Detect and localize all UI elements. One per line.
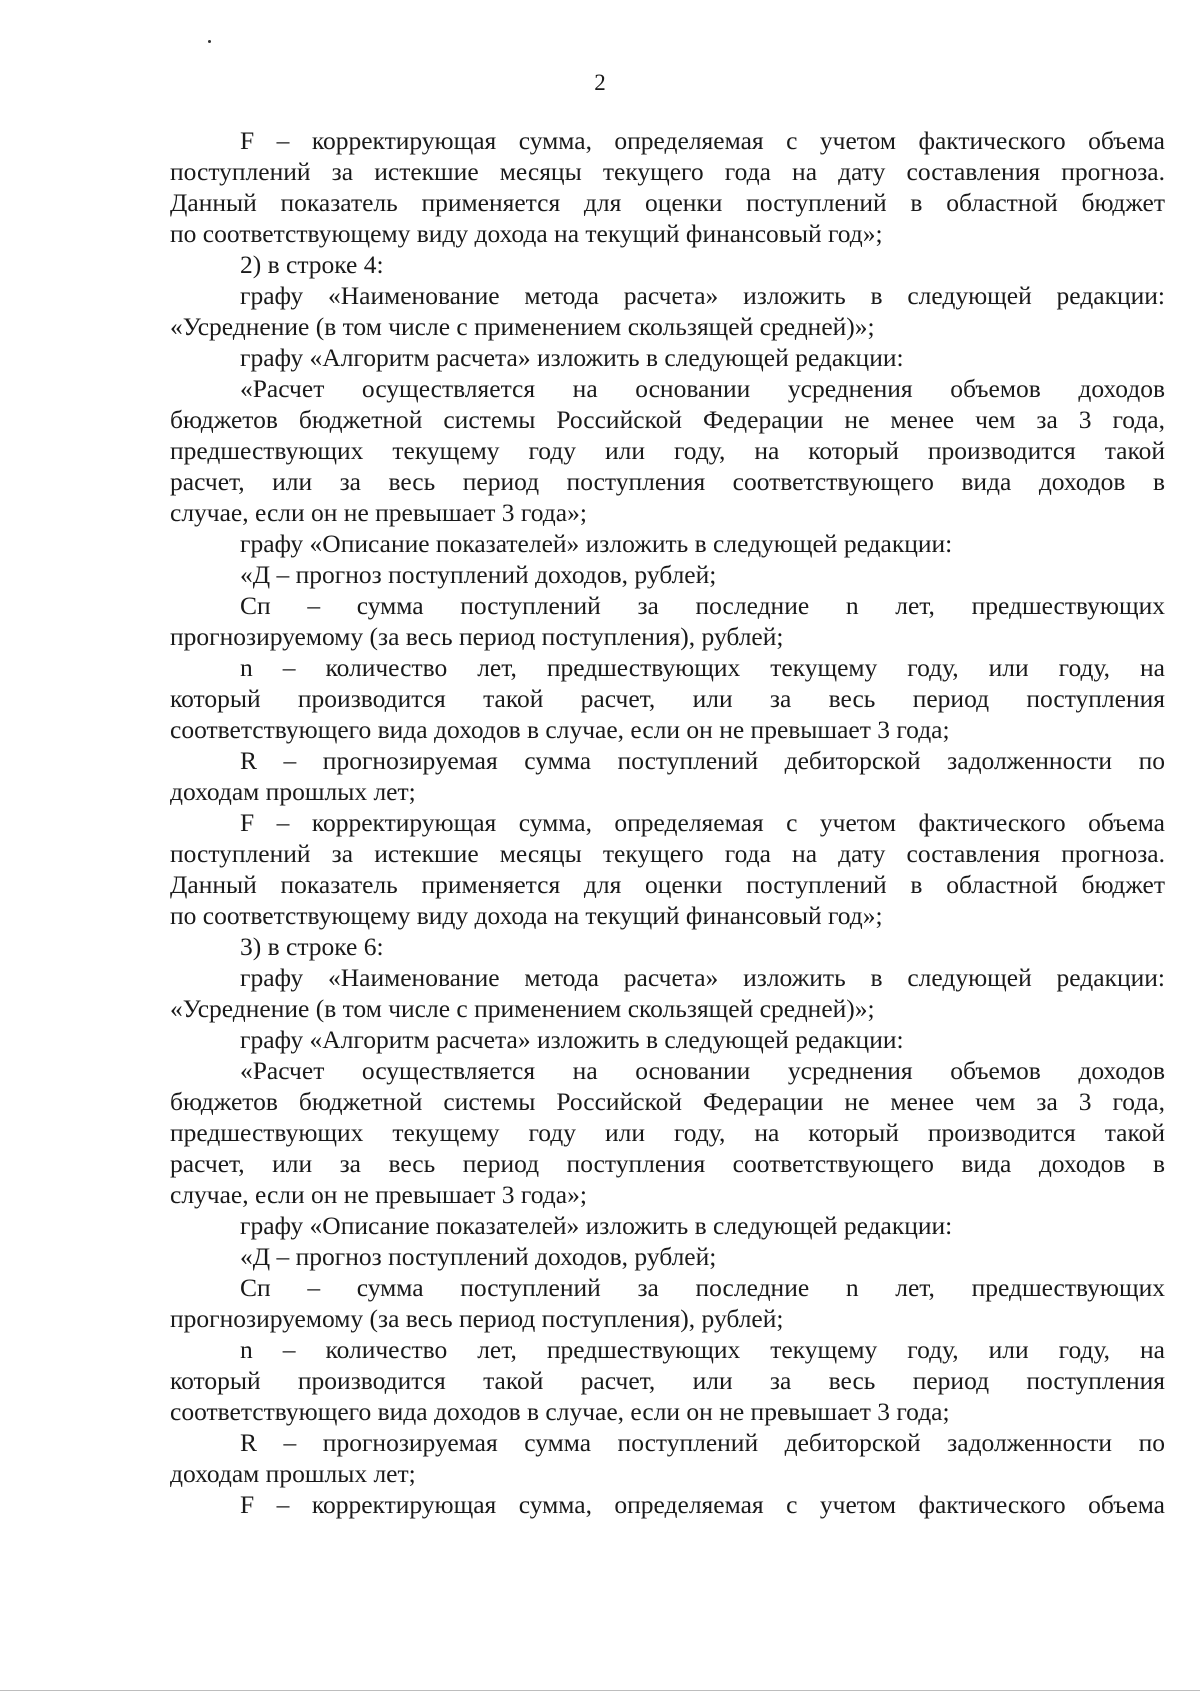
- text-line: случае, если он не превышает 3 года»;: [170, 1180, 587, 1209]
- scan-speck: [208, 40, 211, 43]
- text-line: n – количество лет, предшествующих текущему году, или году, на: [240, 653, 1165, 682]
- text-line: Сп – сумма поступлений за последние n лет, предшествующих: [240, 591, 1165, 620]
- text-line: «Усреднение (в том числе с применением скользящей средней)»;: [170, 994, 875, 1023]
- page-number: 2: [594, 70, 606, 95]
- text-line: который производится такой расчет, или за весь период поступления: [170, 1366, 1165, 1395]
- text-line: «Д – прогноз поступлений доходов, рублей;: [240, 1242, 717, 1271]
- text-line: 3) в строке 6:: [240, 932, 384, 961]
- text-line: соответствующего вида доходов в случае, если он не превышает 3 года;: [170, 1397, 950, 1426]
- text-line: R – прогнозируемая сумма поступлений дебиторской задолженности по: [240, 1428, 1165, 1457]
- text-line: бюджетов бюджетной системы Российской Федерации не менее чем за 3 года,: [170, 1087, 1165, 1116]
- document-body: [170, 125, 1165, 1520]
- text-line: графу «Наименование метода расчета» изложить в следующей редакции:: [240, 963, 1165, 992]
- text-line: Сп – сумма поступлений за последние n лет, предшествующих: [240, 1273, 1165, 1302]
- text-line: графу «Алгоритм расчета» изложить в следующей редакции:: [240, 343, 904, 372]
- text-line: «Расчет осуществляется на основании усреднения объемов доходов: [240, 1056, 1165, 1085]
- page-bottom-edge: [0, 1690, 1200, 1691]
- text-line: случае, если он не превышает 3 года»;: [170, 498, 587, 527]
- text-line: поступлений за истекшие месяцы текущего года на дату составления прогноза.: [170, 839, 1165, 868]
- text-line: графу «Алгоритм расчета» изложить в следующей редакции:: [240, 1025, 904, 1054]
- text-line: Данный показатель применяется для оценки поступлений в областной бюджет: [170, 188, 1165, 217]
- text-line: «Д – прогноз поступлений доходов, рублей;: [240, 560, 717, 589]
- text-line: 2) в строке 4:: [240, 250, 384, 279]
- text-line: графу «Описание показателей» изложить в следующей редакции:: [240, 529, 953, 558]
- text-line: доходам прошлых лет;: [170, 777, 416, 806]
- text-line: по соответствующему виду дохода на текущий финансовый год»;: [170, 219, 883, 248]
- text-line: который производится такой расчет, или за весь период поступления: [170, 684, 1165, 713]
- text-line: «Расчет осуществляется на основании усреднения объемов доходов: [240, 374, 1165, 403]
- text-line: соответствующего вида доходов в случае, если он не превышает 3 года;: [170, 715, 950, 744]
- text-line: F – корректирующая сумма, определяемая с учетом фактического объема: [240, 1490, 1165, 1519]
- text-line: предшествующих текущему году или году, на который производится такой: [170, 436, 1165, 465]
- text-line: прогнозируемому (за весь период поступления), рублей;: [170, 1304, 784, 1333]
- text-line: F – корректирующая сумма, определяемая с учетом фактического объема: [240, 126, 1165, 155]
- text-line: Данный показатель применяется для оценки поступлений в областной бюджет: [170, 870, 1165, 899]
- text-line: прогнозируемому (за весь период поступления), рублей;: [170, 622, 784, 651]
- text-line: графу «Наименование метода расчета» изложить в следующей редакции:: [240, 281, 1165, 310]
- text-line: R – прогнозируемая сумма поступлений дебиторской задолженности по: [240, 746, 1165, 775]
- text-line: по соответствующему виду дохода на текущий финансовый год»;: [170, 901, 883, 930]
- text-line: F – корректирующая сумма, определяемая с учетом фактического объема: [240, 808, 1165, 837]
- text-line: расчет, или за весь период поступления соответствующего вида доходов в: [170, 1149, 1165, 1178]
- text-line: бюджетов бюджетной системы Российской Федерации не менее чем за 3 года,: [170, 405, 1165, 434]
- text-line: «Усреднение (в том числе с применением скользящей средней)»;: [170, 312, 875, 341]
- text-line: графу «Описание показателей» изложить в следующей редакции:: [240, 1211, 953, 1240]
- text-line: поступлений за истекшие месяцы текущего года на дату составления прогноза.: [170, 157, 1165, 186]
- text-line: доходам прошлых лет;: [170, 1459, 416, 1488]
- text-line: расчет, или за весь период поступления соответствующего вида доходов в: [170, 467, 1165, 496]
- text-line: предшествующих текущему году или году, на который производится такой: [170, 1118, 1165, 1147]
- text-line: n – количество лет, предшествующих текущему году, или году, на: [240, 1335, 1165, 1364]
